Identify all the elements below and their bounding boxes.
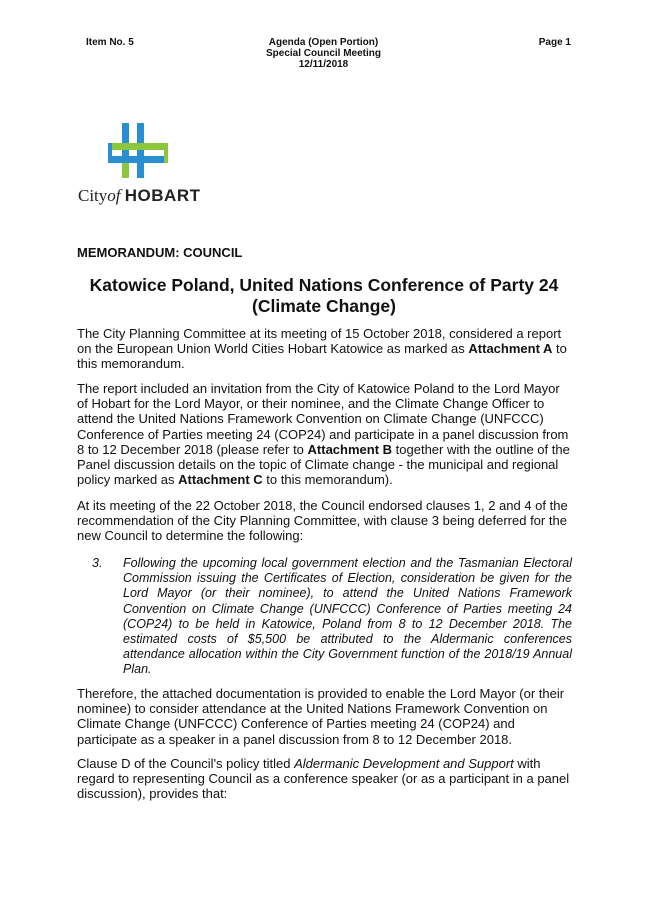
memo-heading: MEMORANDUM: COUNCIL	[77, 245, 243, 260]
logo-hobart: HOBART	[124, 186, 201, 205]
attachment-b-ref: Attachment B	[307, 441, 393, 457]
paragraph-1: The City Planning Committee at its meeting of 15 October 2018, considered a report on the European Union World Cities Hobart Katowice as marked as Attachment A to this memorandum.	[77, 326, 567, 372]
header-page-number: Page 1	[538, 37, 571, 48]
page-title	[77, 275, 571, 317]
header-item-number: Item No. 5	[86, 37, 134, 48]
header-agenda-line1: Agenda (Open Portion)	[268, 37, 379, 48]
list-text: Following the upcoming local government election and the Tasmanian Electoral Commission issuing the Certificates of Election, consideration be given for the Lord Mayor (or their nominee), to attend the United Nations Framework Convention on Climate Change (UNFCCC) Conference of Parties meeting 24 (COP24) to be held in Katowice, Poland from 8 to 12 December 2018. The estimated costs of $5,500 be attributed to the Aldermanic conferences attendance allocation within the City Government function of the 2018/19 Annual Plan.	[123, 556, 572, 677]
title-line2: (Climate Change)	[252, 296, 396, 316]
paragraph-4: Therefore, the attached documentation is provided to enable the Lord Mayor (or their nominee) to consider attendance at the United Nations Framework Convention on Climate Change (UNFCCC) Conference of Parties meeting 24 (COP24) and participate as a speaker in a panel discussion from 8 to 12 December 2018.	[77, 686, 565, 747]
logo-wordmark	[78, 186, 201, 206]
paragraph-5: Clause D of the Council's policy titled Aldermanic Development and Support with regard to representing Council as a conference speaker (or as a participant in a panel discussion), provides that:	[77, 756, 570, 802]
paragraph-3: At its meeting of the 22 October 2018, the Council endorsed clauses 1, 2 and 4 of the recommendation of the City Planning Committee, with clause 3 being deferred for the new Council to determine the following:	[77, 498, 568, 544]
attachment-a-ref: Attachment A	[468, 341, 553, 357]
logo-of: of	[107, 186, 121, 205]
paragraph-2: The report included an invitation from the City of Katowice Poland to the Lord Mayor of Hobart for the Lord Mayor, or their nominee, and the Climate Change Officer to attend the United Nations Framework Convention on Climate Change (UNFCCC) Conference of Parties meeting 24 (COP24) and participate in a panel discussion from 8 to 12 December 2018 (please refer to Attachment B together with the outline of the Panel discussion details on the topic of Climate change - the municipal and regional policy marked as Attachment C to this memorandum).	[77, 381, 570, 488]
logo-city: City	[78, 186, 108, 205]
header-agenda-line2: Special Council Meeting	[265, 48, 382, 59]
attachment-c-ref: Attachment C	[178, 472, 263, 488]
title-line1: Katowice Poland, United Nations Conference of Party 24	[89, 275, 559, 295]
header-agenda-line3: 12/11/2018	[298, 59, 349, 70]
policy-title: Aldermanic Development and Support	[294, 756, 514, 771]
list-number: 3.	[92, 556, 103, 570]
